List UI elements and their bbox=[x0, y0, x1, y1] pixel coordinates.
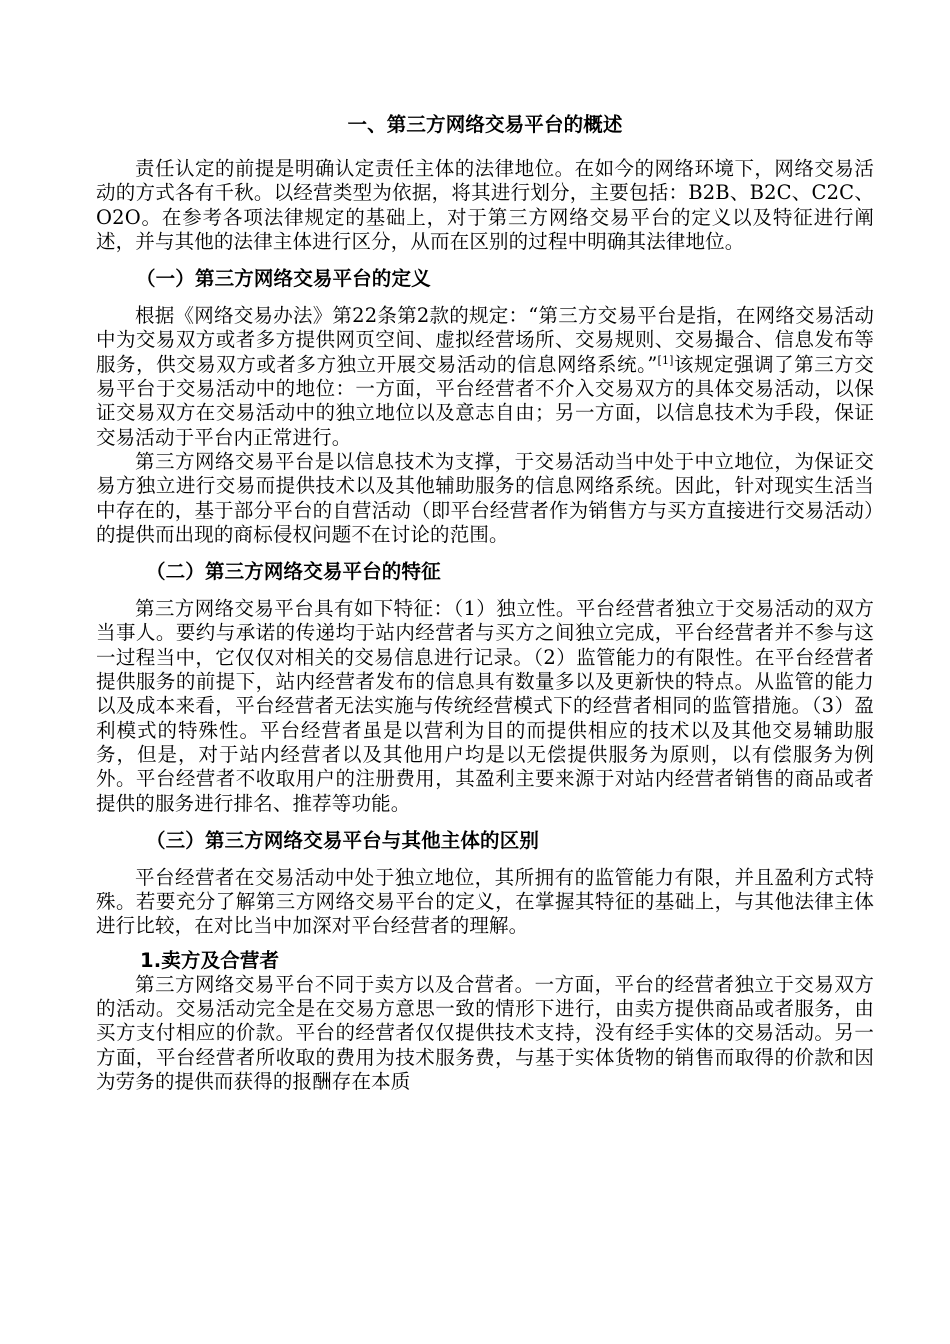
definition-paragraph-2: 第三方网络交易平台是以信息技术为支撑，于交易活动当中处于中立地位，为保证交易方独立进行交易而提供技术以及其他辅助服务的信息网络系统。因此，针对现实生活当中存在的，基于部分平台的自营活动（即平台经营者作为销售方与买方直接进行交易活动）的提供而出现的商标侵权问题不在讨论的范围。 bbox=[96, 449, 874, 546]
distinction-paragraph: 平台经营者在交易活动中处于独立地位，其所拥有的监管能力有限，并且盈利方式特殊。若要充分了解第三方网络交易平台的定义，在掌握其特征的基础上，与其他法律主体进行比较，在对比当中加深对平台经营者的理解。 bbox=[96, 865, 874, 938]
document-title: 一、第三方网络交易平台的概述 bbox=[347, 113, 623, 136]
section-features-heading: （二）第三方网络交易平台的特征 bbox=[146, 560, 441, 584]
subsection-seller-heading: 1.卖方及合营者 bbox=[140, 948, 280, 972]
document-page bbox=[96, 112, 874, 1094]
features-paragraph: 第三方网络交易平台具有如下特征：（1）独立性。平台经营者独立于交易活动的双方当事人。要约与承诺的传递均于站内经营者与买方之间独立完成，平台经营者并不参与这一过程当中，它仅仅对相关的交易信息进行记录。（2）监管能力的有限性。在平台经营者提供服务的前提下，站内经营者发布的信息具有数量多以及更新快的特点。从监管的能力以及成本来看，平台经营者无法实施与传统经营模式下的经营者相同的监管措施。（3）盈利模式的特殊性。平台经营者虽是以营利为目的而提供相应的技术以及其他交易辅助服务，但是，对于站内经营者以及其他用户均是以无偿提供服务为原则，以有偿服务为例外。平台经营者不收取用户的注册费用，其盈利主要来源于对站内经营者销售的商品或者提供的服务进行排名、推荐等功能。 bbox=[96, 597, 874, 815]
definition-paragraph-1 bbox=[96, 304, 874, 450]
section-definition-heading: （一）第三方网络交易平台的定义 bbox=[136, 267, 431, 291]
footnote-ref-1[interactable]: [1] bbox=[657, 353, 674, 367]
section-distinction-heading: （三）第三方网络交易平台与其他主体的区别 bbox=[146, 828, 540, 852]
seller-paragraph: 第三方网络交易平台不同于卖方以及合营者。一方面，平台的经营者独立于交易双方的活动。交易活动完全是在交易方意思一致的情形下进行，由卖方提供商品或者服务，由买方支付相应的价款。平台的经营者仅仅提供技术支持，没有经手实体的交易活动。另一方面，平台经营者所收取的费用为技术服务费，与基于实体货物的销售而取得的价款和因为劳务的提供而获得的报酬存在本质 bbox=[96, 972, 874, 1093]
intro-paragraph: 责任认定的前提是明确认定责任主体的法律地位。在如今的网络环境下，网络交易活动的方式各有千秋。以经营类型为依据，将其进行划分，主要包括：B2B、B2C、C2C、O2O。在参考各项法律规定的基础上，对于第三方网络交易平台的定义以及特征进行阐述，并与其他的法律主体进行区分，从而在区别的过程中明确其法律地位。 bbox=[96, 157, 874, 253]
definition-paragraph-1-text: 根据《网络交易办法》第22条第2款的规定：“第三方交易平台是指，在网络交易活动中为交易双方或者多方提供网页空间、虚拟经营场所、交易规则、交易撮合、信息发布等服务，供交易双方或者多方独立开展交易活动的信息网络系统。” bbox=[96, 304, 874, 376]
definition-paragraph-1-text-cont: 该规定强调了第三方交易平台于交易活动中的地位：一方面，平台经营者不介入交易双方的具体交易活动，以保证交易双方在交易活动中的独立地位以及意志自由；另一方面，以信息技术为手段，保证交易活动于平台内正常进行。 bbox=[96, 352, 874, 449]
